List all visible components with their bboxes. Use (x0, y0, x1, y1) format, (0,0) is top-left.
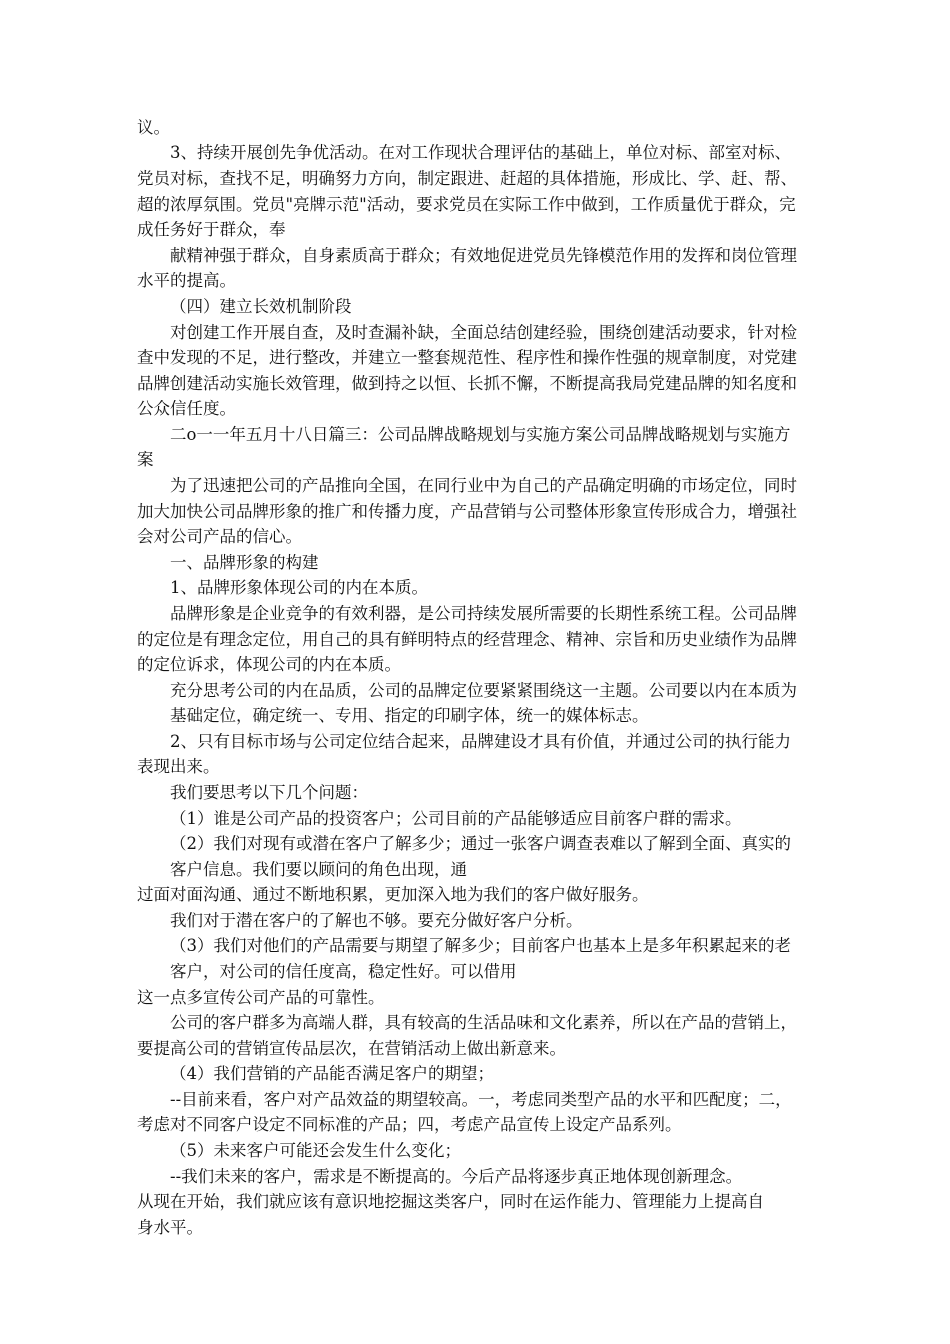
text-line: 客户信息。我们要以顾问的角色出现，通 (170, 860, 467, 879)
text-line: 我们对于潜在客户的了解也不够。要充分做好客户分析。 (170, 911, 583, 930)
text-line: 成任务好于群众，奉 (137, 220, 286, 239)
text-line: 身水平。 (137, 1218, 203, 1237)
text-line: 献精神强于群众，自身素质高于群众；有效地促进党员先锋模范作用的发挥和岗位管理 (170, 246, 797, 265)
text-line: 会对公司产品的信心。 (137, 527, 302, 546)
text-line: 1、品牌形象体现公司的内在本质。 (170, 578, 428, 597)
text-line: （1）谁是公司产品的投资客户；公司目前的产品能够适应目前客户群的需求。 (170, 809, 742, 828)
text-line: 二o一一年五月十八日篇三：公司品牌战略规划与实施方案公司品牌战略规划与实施方 (170, 425, 791, 444)
section-heading: （四）建立长效机制阶段 (170, 297, 352, 316)
text-line: --我们未来的客户，需求是不断提高的。今后产品将逐步真正地体现创新理念。 (170, 1167, 743, 1186)
text-line: 议。 (137, 118, 170, 137)
text-line: 过面对面沟通、通过不断地积累，更加深入地为我们的客户做好服务。 (137, 885, 649, 904)
text-line: 我们要思考以下几个问题： (170, 783, 368, 802)
text-line: （2）我们对现有或潜在客户了解多少；通过一张客户调查表难以了解到全面、真实的 (170, 834, 791, 853)
text-line: 基础定位，确定统一、专用、指定的印刷字体，统一的媒体标志。 (170, 706, 649, 725)
text-line: --目前来看，客户对产品效益的期望较高。一，考虑同类型产品的水平和匹配度；二， (170, 1090, 792, 1109)
text-line: 对创建工作开展自查，及时查漏补缺，全面总结创建经验，围绕创建活动要求，针对检 (170, 323, 797, 342)
text-line: 超的浓厚氛围。党员"亮牌示范"活动，要求党员在实际工作中做到，工作质量优于群众，完 (137, 195, 796, 214)
text-line: 3、持续开展创先争优活动。在对工作现状合理评估的基础上，单位对标、部室对标、 (170, 143, 791, 162)
text-line: （5）未来客户可能还会发生什么变化； (170, 1141, 461, 1160)
text-line: 充分思考公司的内在品质，公司的品牌定位要紧紧围绕这一主题。公司要以内在本质为 (170, 681, 797, 700)
text-line: （3）我们对他们的产品需要与期望了解多少；目前客户也基本上是多年积累起来的老 (170, 936, 791, 955)
text-line: 加大加快公司品牌形象的推广和传播力度，产品营销与公司整体形象宣传形成合力，增强社 (137, 502, 797, 521)
text-line: 考虑对不同客户设定不同标准的产品；四，考虑产品宣传上设定产品系列。 (137, 1115, 682, 1134)
text-line: 从现在开始，我们就应该有意识地挖掘这类客户，同时在运作能力、管理能力上提高自 (137, 1192, 764, 1211)
text-line: 这一点多宣传公司产品的可靠性。 (137, 988, 385, 1007)
text-line: 品牌形象是企业竞争的有效利器，是公司持续发展所需要的长期性系统工程。公司品牌 (170, 604, 797, 623)
text-line: 要提高公司的营销宣传品层次，在营销活动上做出新意来。 (137, 1039, 566, 1058)
text-line: （4）我们营销的产品能否满足客户的期望； (170, 1064, 494, 1083)
text-line: 表现出来。 (137, 757, 220, 776)
text-line: 客户，对公司的信任度高，稳定性好。可以借用 (170, 962, 517, 981)
text-line: 的定位诉求，体现公司的内在本质。 (137, 655, 401, 674)
section-heading: 一、品牌形象的构建 (170, 553, 319, 572)
text-line: 水平的提高。 (137, 271, 236, 290)
text-line: 党员对标，查找不足，明确努力方向，制定跟进、赶超的具体措施，形成比、学、赶、帮、 (137, 169, 797, 188)
text-line: 公众信任度。 (137, 399, 236, 418)
text-line: 为了迅速把公司的产品推向全国，在同行业中为自己的产品确定明确的市场定位，同时 (170, 476, 797, 495)
text-line: 案 (137, 450, 154, 469)
text-line: 查中发现的不足，进行整改，并建立一整套规范性、程序性和操作性强的规章制度，对党建 (137, 348, 797, 367)
text-line: 公司的客户群多为高端人群，具有较高的生活品味和文化素养，所以在产品的营销上， (170, 1013, 797, 1032)
text-line: 2、只有目标市场与公司定位结合起来，品牌建设才具有价值，并通过公司的执行能力 (170, 732, 791, 751)
text-line: 的定位是有理念定位，用自己的具有鲜明特点的经营理念、精神、宗旨和历史业绩作为品牌 (137, 630, 797, 649)
text-line: 品牌创建活动实施长效管理，做到持之以恒、长抓不懈，不断提高我局党建品牌的知名度和 (137, 374, 797, 393)
